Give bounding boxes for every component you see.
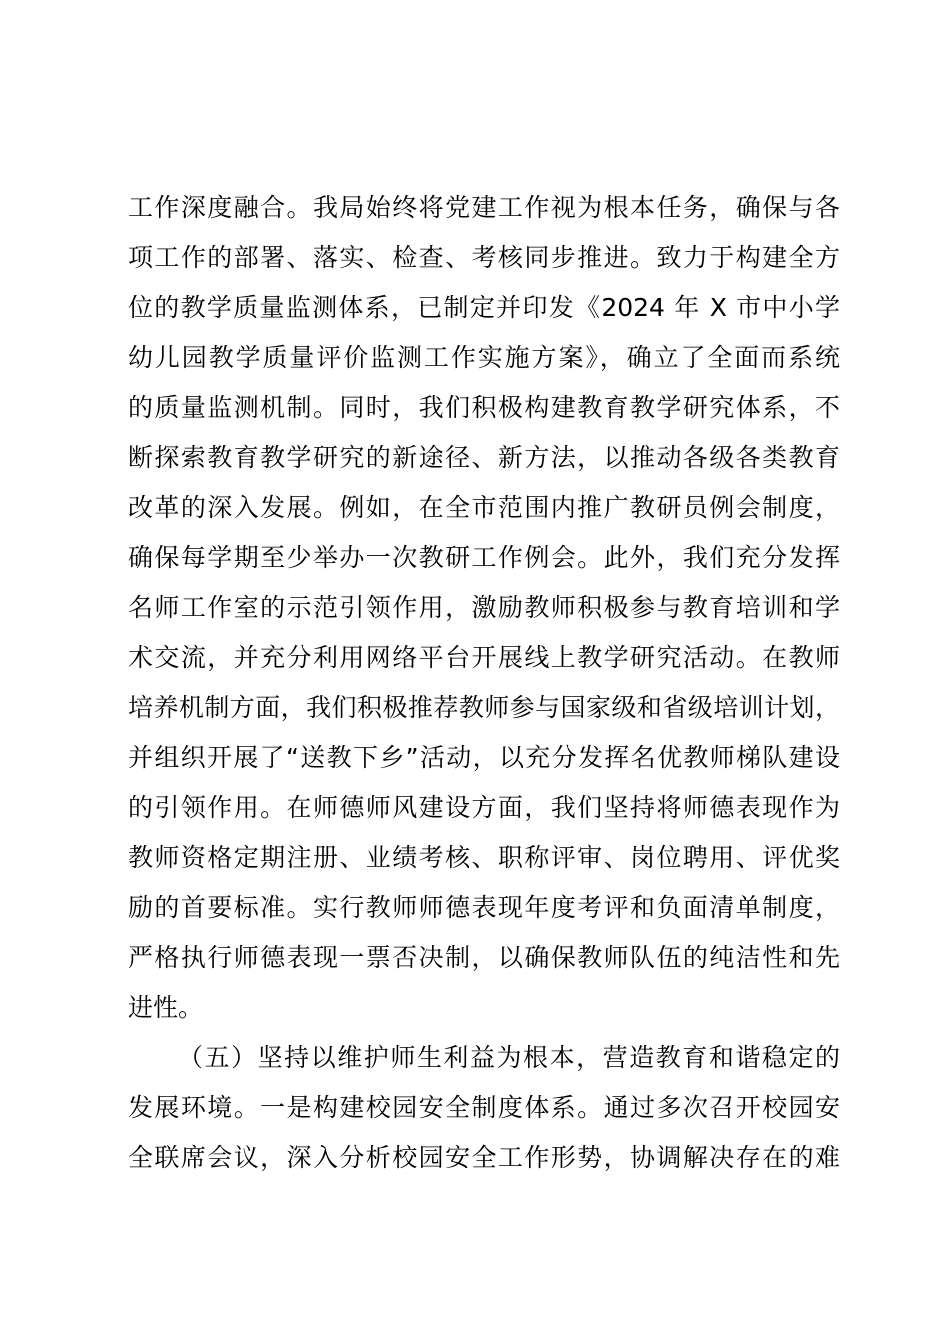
text-line: 的质量监测机制。同时，我们积极构建教育教学研究体系，不 xyxy=(128,393,840,422)
text-line: 培养机制方面，我们积极推荐教师参与国家级和省级培训计划， xyxy=(128,693,840,722)
text-line: 幼儿园教学质量评价监测工作实施方案》，确立了全面而系统 xyxy=(128,343,840,372)
text-line: 发展环境。一是构建校园安全制度体系。通过多次召开校园安 xyxy=(128,1093,840,1122)
text-line: 确保每学期至少举办一次教研工作例会。此外，我们充分发挥 xyxy=(128,543,840,572)
text-line: 全联席会议，深入分析校园安全工作形势，协调解决存在的难 xyxy=(128,1143,840,1172)
text-line: 术交流，并充分利用网络平台开展线上教学研究活动。在教师 xyxy=(128,643,840,672)
section-heading-line: （五）坚持以维护师生利益为根本，营造教育和谐稳定的 xyxy=(178,1043,840,1072)
text-line: 励的首要标准。实行教师师德表现年度考评和负面清单制度， xyxy=(128,893,840,922)
paragraph-1 xyxy=(128,183,840,1033)
text-line: 进性。 xyxy=(128,993,204,1022)
text-line: 的引领作用。在师德师风建设方面，我们坚持将师德表现作为 xyxy=(128,793,840,822)
text-line: 项工作的部署、落实、检查、考核同步推进。致力于构建全方 xyxy=(128,243,840,272)
text-line: 断探索教育教学研究的新途径、新方法，以推动各级各类教育 xyxy=(128,443,840,472)
text-line: 改革的深入发展。例如，在全市范围内推广教研员例会制度， xyxy=(128,493,840,522)
text-line: 位的教学质量监测体系，已制定并印发《2024 年 X 市中小学 xyxy=(128,293,840,322)
text-line: 工作深度融合。我局始终将党建工作视为根本任务，确保与各 xyxy=(128,193,840,222)
text-line: 教师资格定期注册、业绩考核、职称评审、岗位聘用、评优奖 xyxy=(128,843,840,872)
text-line: 名师工作室的示范引领作用，激励教师积极参与教育培训和学 xyxy=(128,593,840,622)
text-line: 并组织开展了“送教下乡”活动，以充分发挥名优教师梯队建设 xyxy=(128,743,840,772)
document-body xyxy=(128,183,840,1183)
text-line: 严格执行师德表现一票否决制，以确保教师队伍的纯洁性和先 xyxy=(128,943,840,972)
paragraph-2 xyxy=(128,1033,840,1183)
